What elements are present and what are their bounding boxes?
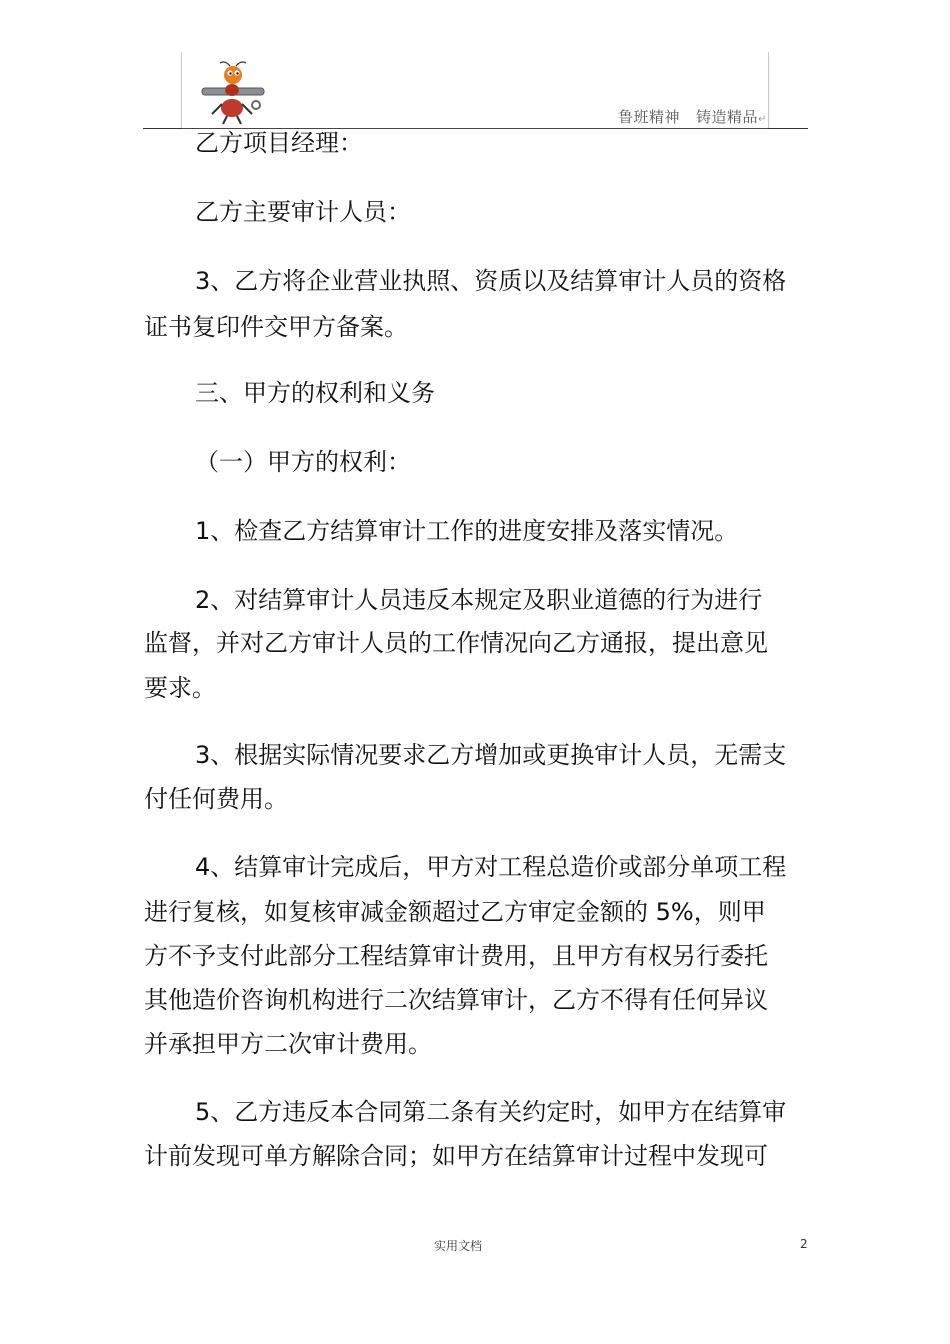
header-corner-right	[768, 52, 769, 128]
header-rule-left	[143, 128, 182, 129]
text-line: 证书复印件交甲方备案。	[144, 313, 408, 341]
text-line: 2、对结算审计人员违反本规定及职业道德的行为进行	[195, 586, 763, 614]
text-line: 计前发现可单方解除合同；如甲方在结算审计过程中发现可	[144, 1142, 768, 1170]
text-line: 进行复核，如复核审减金额超过乙方审定金额的 5%，则甲	[144, 898, 766, 926]
text-line: 3、根据实际情况要求乙方增加或更换审计人员，无需支	[195, 741, 787, 769]
text-line: 要求。	[144, 674, 216, 702]
page-number: 2	[800, 1237, 808, 1251]
text-line: 三、甲方的权利和义务	[195, 379, 435, 407]
text-line: 3、乙方将企业营业执照、资质以及结算审计人员的资格	[195, 267, 787, 295]
paragraph-mark: ↵	[758, 114, 767, 125]
motto-part-1: 鲁班精神	[618, 108, 681, 126]
header-corner-left	[181, 52, 182, 128]
text-line: 1、检查乙方结算审计工作的进度安排及落实情况。	[195, 517, 739, 545]
footer-label: 实用文档	[434, 1239, 483, 1253]
motto-part-2: 铸造精品	[696, 108, 759, 126]
text-line: 付任何费用。	[144, 785, 288, 813]
ant-mascot-icon	[200, 60, 266, 126]
text-line: 并承担甲方二次审计费用。	[144, 1030, 432, 1058]
text-line: 乙方项目经理：	[195, 129, 363, 157]
text-line: 乙方主要审计人员：	[195, 198, 411, 226]
text-line: 方不予支付此部分工程结算审计费用，且甲方有权另行委托	[144, 942, 768, 970]
text-line: （一）甲方的权利：	[195, 448, 411, 476]
text-line: 其他造价咨询机构进行二次结算审计，乙方不得有任何异议	[144, 986, 768, 1014]
header-motto	[618, 106, 767, 127]
text-line: 4、结算审计完成后，甲方对工程总造价或部分单项工程	[195, 853, 787, 881]
header-rule-right	[768, 128, 808, 129]
text-line: 监督，并对乙方审计人员的工作情况向乙方通报，提出意见	[144, 629, 768, 657]
text-line: 5、乙方违反本合同第二条有关约定时，如甲方在结算审	[195, 1098, 787, 1126]
